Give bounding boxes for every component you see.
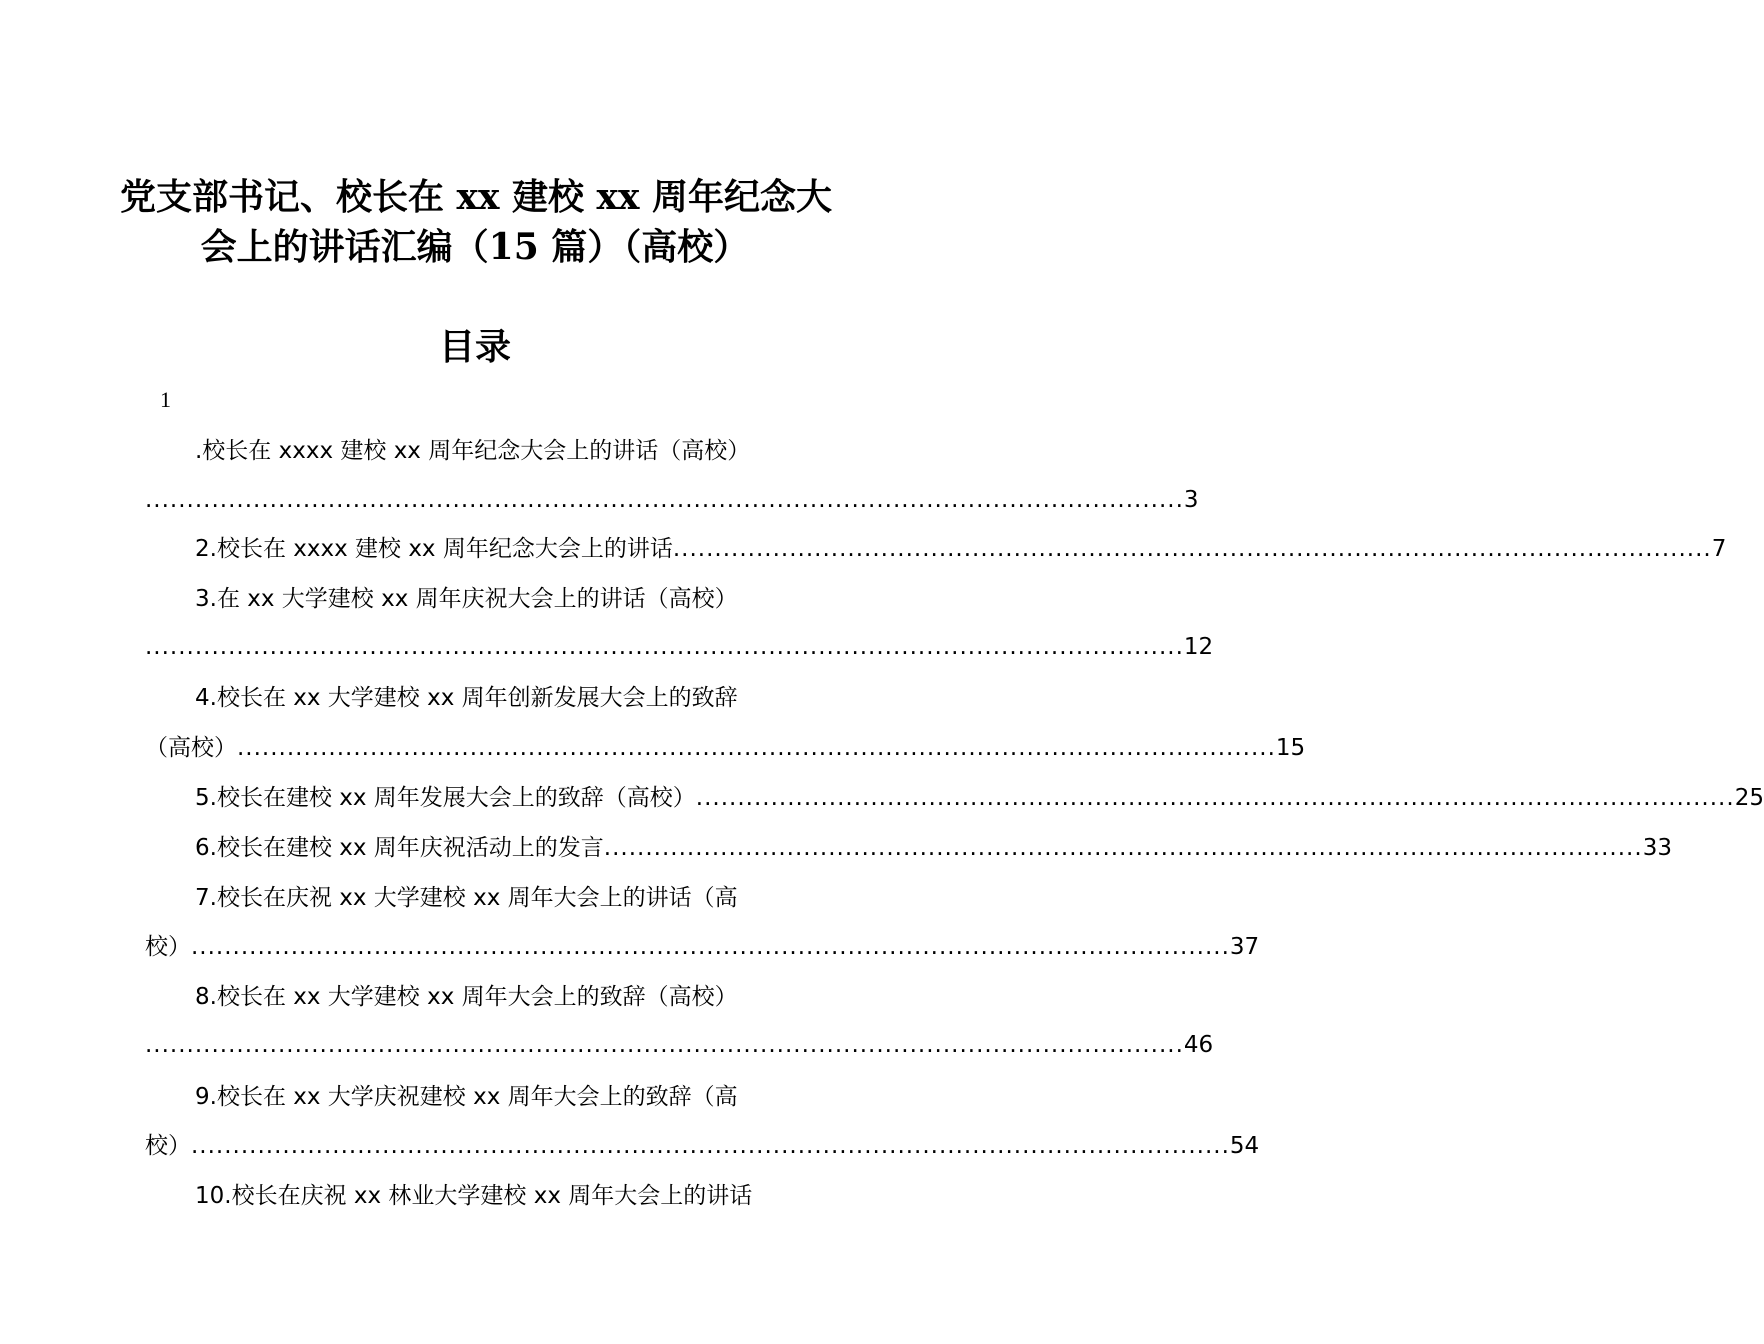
- toc-page-number: 3: [1183, 487, 1199, 513]
- toc-entry-10-line-1[interactable]: [145, 1177, 805, 1215]
- toc-entry-4-line-2[interactable]: [145, 729, 1306, 767]
- toc-entry-text: （高校）: [145, 735, 237, 761]
- toc-entry-1-line-1[interactable]: [145, 432, 805, 470]
- toc-page-number: 12: [1183, 634, 1214, 660]
- toc-leader-dots: .............................................................................................................................: [191, 934, 1230, 960]
- toc-entry-4-line-1[interactable]: [145, 679, 805, 717]
- toc-entry-text: 校）: [145, 1133, 191, 1159]
- toc-entry-text: 2.校长在 xxxx 建校 xx 周年纪念大会上的讲话: [195, 536, 673, 562]
- toc-leader-dots: .............................................................................................................................: [695, 785, 1735, 811]
- toc-page-number: 33: [1642, 835, 1672, 861]
- toc-page-number: 37: [1229, 934, 1260, 960]
- toc-entry-9-line-2[interactable]: [145, 1127, 1260, 1165]
- toc-heading: 目录: [438, 326, 511, 368]
- toc-entry-7-line-2[interactable]: [145, 928, 1260, 966]
- toc-entry-3-line-1[interactable]: [145, 580, 805, 618]
- document-title-line-2: 会上的讲话汇编（15 篇）（高校）: [200, 226, 750, 268]
- toc-entry-3-line-2[interactable]: [145, 628, 1214, 666]
- toc-entry-text: 5.校长在建校 xx 周年发展大会上的致辞（高校）: [195, 785, 696, 811]
- toc-entry-text: 4.校长在 xx 大学建校 xx 周年创新发展大会上的致辞: [195, 685, 738, 711]
- toc-leader-dots: .............................................................................................................................: [672, 536, 1712, 562]
- toc-entry-text: .校长在 xxxx 建校 xx 周年纪念大会上的讲话（高校）: [195, 438, 751, 464]
- toc-leader-dots: .............................................................................................................................: [145, 634, 1184, 660]
- toc-page-number: 7: [1711, 536, 1727, 562]
- toc-page-number: 15: [1275, 735, 1306, 761]
- toc-entry-8-line-2[interactable]: [145, 1026, 1214, 1064]
- toc-entry-text: 3.在 xx 大学建校 xx 周年庆祝大会上的讲话（高校）: [195, 586, 738, 612]
- toc-leader-dots: .............................................................................................................................: [603, 835, 1643, 861]
- toc-entry-text: 8.校长在 xx 大学建校 xx 周年大会上的致辞（高校）: [195, 984, 738, 1010]
- toc-leader-dots: .............................................................................................................................: [191, 1133, 1230, 1159]
- toc-page-number: 46: [1183, 1032, 1214, 1058]
- toc-entry-2[interactable]: [145, 530, 1727, 568]
- toc-leader-dots: .............................................................................................................................: [145, 1032, 1184, 1058]
- list-number: 1: [160, 387, 171, 412]
- toc-entry-text: 6.校长在建校 xx 周年庆祝活动上的发言: [195, 835, 604, 861]
- toc-entry-5[interactable]: [145, 779, 1764, 817]
- toc-leader-dots: .............................................................................................................................: [145, 487, 1184, 513]
- toc-entry-text: 7.校长在庆祝 xx 大学建校 xx 周年大会上的讲话（高: [195, 885, 738, 911]
- toc-entry-text: 校）: [145, 934, 191, 960]
- toc-leader-dots: .............................................................................................................................: [237, 735, 1276, 761]
- document-title-line-1: 党支部书记、校长在 xx 建校 xx 周年纪念大: [120, 176, 832, 218]
- toc-entry-7-line-1[interactable]: [145, 879, 805, 917]
- toc-page-number: 25: [1734, 785, 1764, 811]
- toc-entry-6[interactable]: [145, 829, 1672, 867]
- toc-page-number: 54: [1229, 1133, 1260, 1159]
- toc-entry-9-line-1[interactable]: [145, 1078, 805, 1116]
- toc-entry-text: 9.校长在 xx 大学庆祝建校 xx 周年大会上的致辞（高: [195, 1084, 738, 1110]
- toc-entry-1-line-2[interactable]: [145, 481, 1199, 519]
- toc-entry-8-line-1[interactable]: [145, 978, 805, 1016]
- toc-entry-text: 10.校长在庆祝 xx 林业大学建校 xx 周年大会上的讲话: [195, 1183, 753, 1209]
